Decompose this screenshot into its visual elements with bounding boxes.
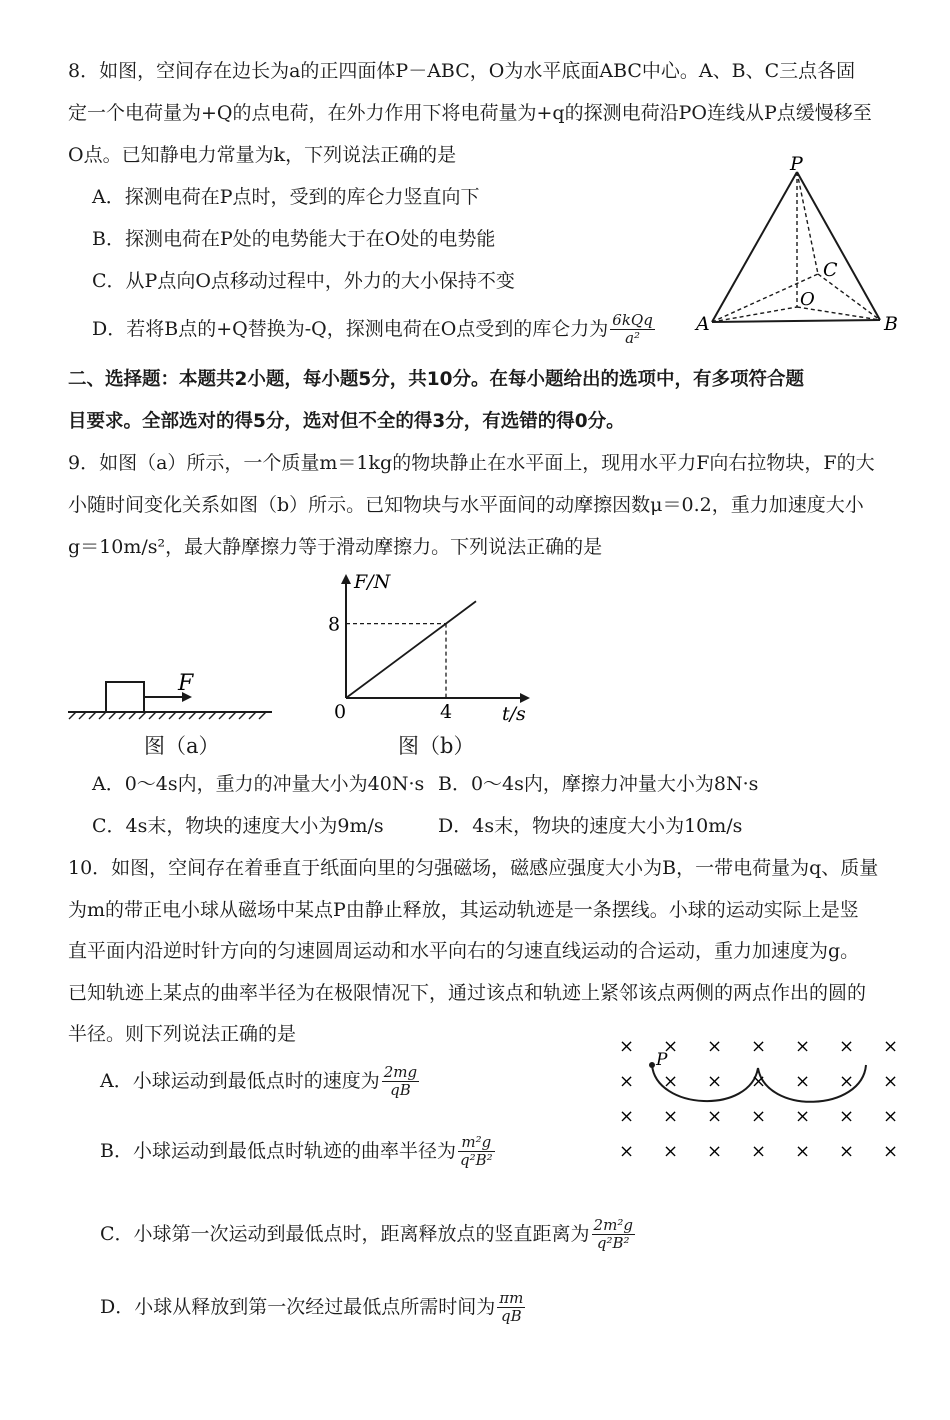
q9-line1: 9．如图（a）所示，一个质量m＝1kg的物块静止在水平面上，现用水平力F向右拉物块，F的大 (68, 452, 875, 474)
field-cross: × (619, 1036, 635, 1057)
q8-option-a: A．探测电荷在P点时，受到的库仑力竖直向下 (92, 186, 480, 208)
y-axis-label: F/N (354, 571, 391, 593)
x-axis-label: t/s (502, 703, 526, 725)
q9-option-d: D．4s末，物块的速度大小为10m/s (438, 815, 743, 837)
figure-b-chart (318, 566, 538, 726)
force-time-line (346, 601, 476, 698)
field-cross: × (839, 1071, 855, 1092)
ground-hatch (139, 712, 146, 719)
label-b: B (884, 313, 898, 335)
q10-option-c (100, 1217, 635, 1253)
ground-hatch (169, 712, 176, 719)
field-cross: × (619, 1106, 635, 1127)
figure-a-caption: 图（a） (144, 734, 220, 758)
section2-header-line2: 目要求。全部选对的得5分，选对但不全的得3分，有选错的得0分。 (68, 411, 625, 432)
field-cross: × (883, 1036, 899, 1057)
ground-hatch (109, 712, 116, 719)
q8-option-d-numerator: 6kQq (612, 311, 653, 329)
ground-hatch (79, 712, 86, 719)
ground-hatch (129, 712, 136, 719)
field-cross: × (751, 1106, 767, 1127)
field-cross: × (663, 1071, 679, 1092)
ground-hatch (259, 712, 266, 719)
field-cross: × (707, 1106, 723, 1127)
q8-line1: 8．如图，空间存在边长为a的正四面体P－ABC，O为水平底面ABC中心。A、B、C三点各固 (68, 60, 856, 82)
ground-hatch (189, 712, 196, 719)
field-cross: × (663, 1036, 679, 1057)
q10-line4: 已知轨迹上某点的曲率半径为在极限情况下，通过该点和轨迹上紧邻该点两侧的两点作出的圆的 (68, 982, 867, 1004)
q9-option-b: B．0～4s内，摩擦力冲量大小为8N·s (438, 773, 759, 795)
ground-hatch (199, 712, 206, 719)
q10-option-d-text: D．小球从释放到第一次经过最低点所需时间为 (100, 1295, 496, 1318)
ground-hatch (159, 712, 166, 719)
field-cross: × (795, 1071, 811, 1092)
q8-option-d-fraction (610, 312, 655, 348)
q9-line2: 小随时间变化关系如图（b）所示。已知物块与水平面间的动摩擦因数μ＝0.2，重力加速度大小 (68, 494, 864, 516)
q10-option-c-fraction (592, 1217, 635, 1253)
x-tick-label-0: 0 (334, 701, 347, 723)
field-cross: × (707, 1071, 723, 1092)
q10-option-a-denominator: qB (390, 1081, 411, 1100)
label-a: A (696, 313, 710, 335)
q8-option-b: B．探测电荷在P处的电势能大于在O处的电势能 (92, 228, 496, 250)
q8-option-c: C．从P点向O点移动过程中，外力的大小保持不变 (92, 270, 515, 292)
ground-hatch (149, 712, 156, 719)
field-cross: × (795, 1036, 811, 1057)
label-p-release: P (656, 1050, 668, 1070)
field-cross: × (883, 1141, 899, 1160)
figure-b-caption: 图（b） (398, 734, 475, 758)
ground-hatch (119, 712, 126, 719)
ground-hatch (229, 712, 236, 719)
label-p: P (790, 153, 803, 175)
field-cross: × (883, 1071, 899, 1092)
q10-option-d (100, 1290, 525, 1326)
release-point-p (649, 1062, 655, 1068)
magnetic-field-figure (600, 1020, 920, 1160)
q9-option-c: C．4s末，物块的速度大小为9m/s (92, 815, 384, 837)
q10-option-a-text: A．小球运动到最低点时的速度为 (100, 1069, 380, 1092)
ground-hatch (69, 712, 76, 719)
figure-a-block (66, 670, 276, 720)
field-cross: × (795, 1106, 811, 1127)
q8-line3: O点。已知静电力常量为k，下列说法正确的是 (68, 144, 457, 166)
field-cross: × (839, 1036, 855, 1057)
q10-option-a-numerator: 2mg (383, 1063, 418, 1081)
field-cross: × (883, 1106, 899, 1127)
q8-option-d-denominator: a² (625, 329, 641, 348)
field-cross: × (795, 1141, 811, 1160)
ground-hatch (99, 712, 106, 719)
q10-option-d-numerator: πm (499, 1289, 524, 1307)
q10-option-b-numerator: m²g (458, 1134, 495, 1152)
ground-hatch (179, 712, 186, 719)
field-cross: × (839, 1141, 855, 1160)
q10-line3: 直平面内沿逆时针方向的匀速圆周运动和水平向右的匀速直线运动的合运动，重力加速度为g。 (68, 940, 860, 962)
field-cross: × (619, 1071, 635, 1092)
y-tick-label-8: 8 (328, 613, 341, 636)
q10-option-b-denominator: q²B² (459, 1151, 493, 1170)
q10-option-c-denominator: q²B² (596, 1234, 630, 1253)
force-label-f: F (178, 671, 194, 696)
label-o: O (800, 289, 815, 310)
x-tick-label-4: 4 (440, 701, 453, 723)
q10-line1: 10．如图，空间存在着垂直于纸面向里的匀强磁场，磁感应强度大小为B，一带电荷量为q、质量 (68, 857, 879, 879)
q10-option-c-text: C．小球第一次运动到最低点时，距离释放点的竖直距离为 (100, 1222, 590, 1245)
label-c: C (823, 259, 838, 281)
q8-option-d-text: D．若将B点的+Q替换为-Q，探测电荷在O点受到的库仑力为 (92, 317, 609, 340)
q10-option-a-fraction (382, 1064, 419, 1100)
ground-hatch (89, 712, 96, 719)
q10-line2: 为m的带正电小球从磁场中某点P由静止释放，其运动轨迹是一条摆线。小球的运动实际上是竖 (68, 899, 859, 921)
field-cross: × (663, 1106, 679, 1127)
field-cross: × (751, 1036, 767, 1057)
q9-line3: g＝10m/s²，最大静摩擦力等于滑动摩擦力。下列说法正确的是 (68, 536, 603, 558)
q10-option-d-denominator: qB (500, 1307, 522, 1326)
field-cross: × (663, 1141, 679, 1160)
ground-hatch (219, 712, 226, 719)
q8-line2: 定一个电荷量为+Q的点电荷，在外力作用下将电荷量为+q的探测电荷沿PO连线从P点缓慢移至 (68, 102, 872, 124)
field-cross: × (839, 1106, 855, 1127)
q10-option-c-numerator: 2m²g (593, 1216, 633, 1234)
q10-option-b (100, 1134, 495, 1170)
q10-option-b-fraction (458, 1134, 495, 1170)
ground-hatch (209, 712, 216, 719)
field-cross: × (751, 1141, 767, 1160)
field-cross: × (707, 1036, 723, 1057)
q10-option-b-text: B．小球运动到最低点时轨迹的曲率半径为 (100, 1139, 456, 1162)
ground-hatch (249, 712, 256, 719)
section2-header-line1: 二、选择题：本题共2小题，每小题5分，共10分。在每小题给出的选项中，有多项符合题 (68, 369, 804, 390)
y-axis-arrow (341, 574, 351, 584)
tetrahedron-figure (690, 152, 910, 342)
field-cross: × (619, 1141, 635, 1160)
q10-option-d-fraction (497, 1290, 525, 1326)
q10-line5: 半径。则下列说法正确的是 (68, 1023, 297, 1045)
field-cross: × (707, 1141, 723, 1160)
q10-option-a (100, 1064, 419, 1100)
field-cross: × (751, 1071, 767, 1092)
ground-hatch (239, 712, 246, 719)
q8-option-d (92, 312, 655, 348)
x-axis-arrow (520, 693, 530, 703)
q9-option-a: A．0～4s内，重力的冲量大小为40N·s (92, 773, 425, 795)
